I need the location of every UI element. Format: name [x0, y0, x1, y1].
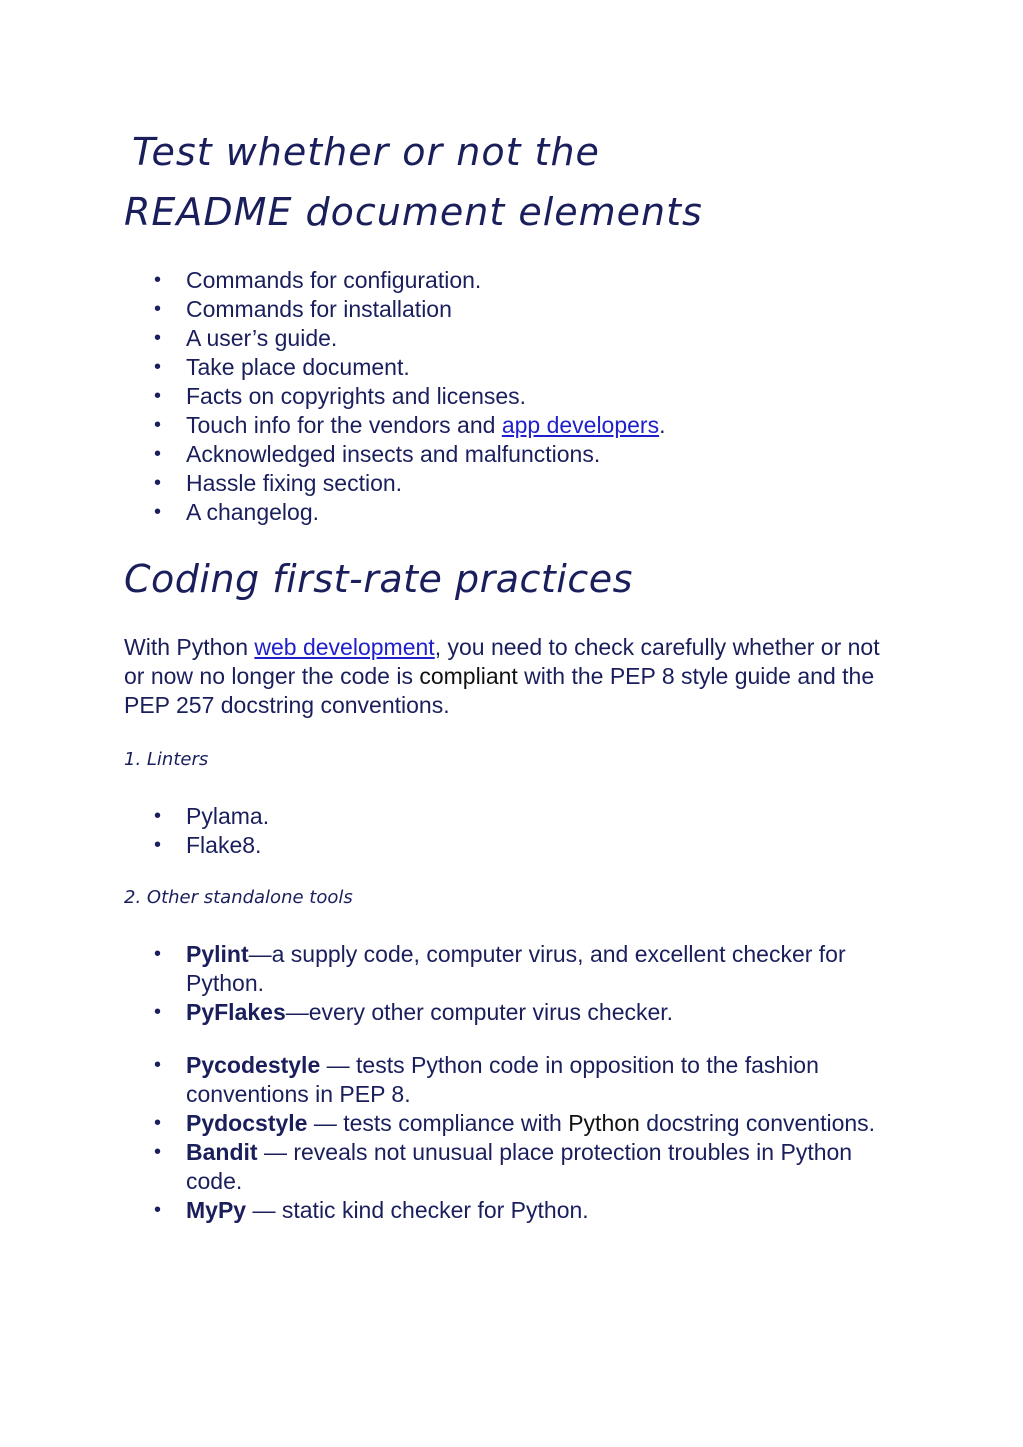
- linters-heading: 1. Linters: [124, 749, 209, 770]
- list-item: • A user’s guide.: [154, 324, 894, 353]
- readme-title-line2: README document elements: [124, 190, 703, 234]
- list-item: • PyFlakes—every other computer virus checker.: [154, 998, 894, 1027]
- list-item: • Facts on copyrights and licenses.: [154, 382, 894, 411]
- readme-elements-list: [154, 266, 894, 527]
- app-developers-link[interactable]: app developers: [501, 412, 660, 438]
- readme-title-line1: Test whether or not the: [132, 130, 600, 174]
- list-item: • Flake8.: [154, 831, 894, 860]
- list-item: • Pylama.: [154, 802, 894, 831]
- list-item: • Pycodestyle — tests Python code in opposition to the fashion conventions in PEP 8.: [154, 1051, 894, 1109]
- coding-intro-paragraph: With Python web development, you need to check carefully whether or not or now no longer the code is compliant with the PEP 8 style guide and the PEP 257 docstring conventions.: [124, 634, 880, 718]
- standalone-tools-list-2: [154, 1051, 894, 1225]
- list-item: • Acknowledged insects and malfunctions.: [154, 440, 894, 469]
- list-item: • Pylint—a supply code, computer virus, and excellent checker for Python.: [154, 940, 894, 998]
- list-item: • Commands for configuration.: [154, 266, 894, 295]
- standalone-tools-heading: 2. Other standalone tools: [124, 887, 353, 908]
- coding-practices-heading: Coding first-rate practices: [124, 557, 633, 601]
- list-item: • MyPy — static kind checker for Python.: [154, 1196, 894, 1225]
- list-item: • Bandit — reveals not unusual place protection troubles in Python code.: [154, 1138, 894, 1196]
- list-item: • A changelog.: [154, 498, 894, 527]
- linters-list: [154, 802, 894, 860]
- standalone-tools-list-1: [154, 940, 894, 1027]
- web-development-link[interactable]: web development: [254, 634, 435, 660]
- list-item: • Take place document.: [154, 353, 894, 382]
- list-item: • Pydocstyle — tests compliance with Python docstring conventions.: [154, 1109, 894, 1138]
- list-item: • Commands for installation: [154, 295, 894, 324]
- list-item: • Touch info for the vendors and app developers.: [154, 411, 894, 440]
- list-item: • Hassle fixing section.: [154, 469, 894, 498]
